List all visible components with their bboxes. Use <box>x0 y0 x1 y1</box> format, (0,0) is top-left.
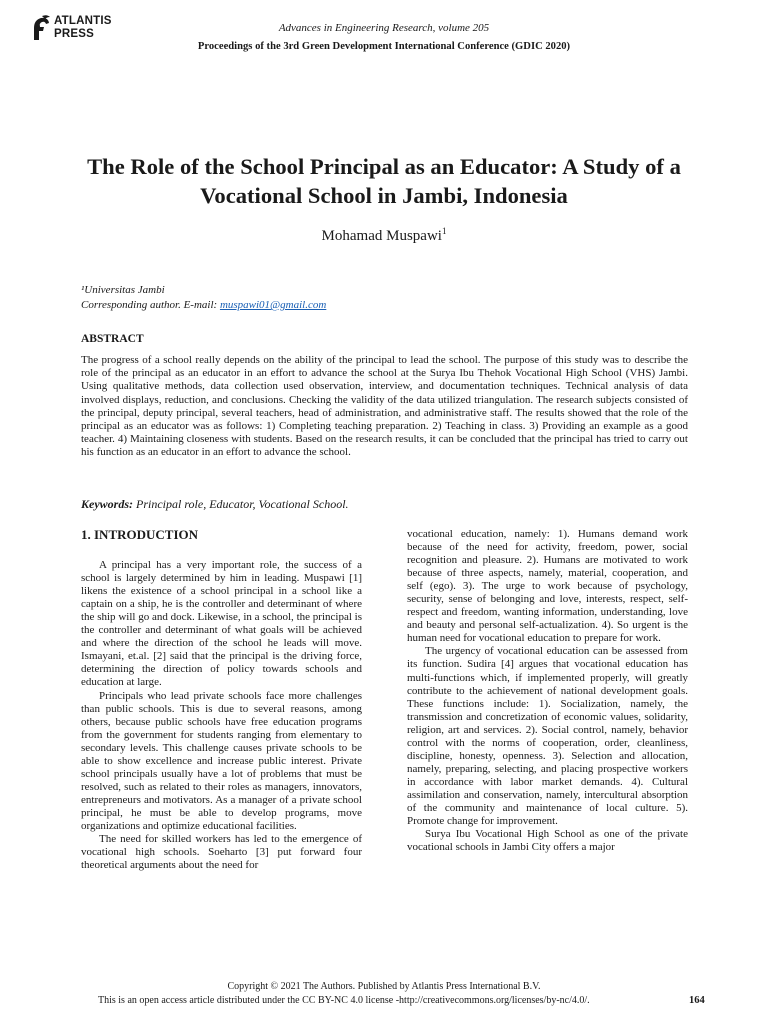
logo-line-2: PRESS <box>54 27 94 40</box>
paragraph: A principal has a very important role, the success of a school is largely determined by him in leading. Muspawi [1] likens the existence of a school principal in a school like a captain on a ship, he is the controller and determinant of where the ship will go and dock. Likewise, in a school, the principal is the controller and determinant of what goals will be achieved and where the direction of the school he leads will move. Ismayani, et.al. [2] said that the principal is the driving force, determining the direction of policy towards schools and education at large. <box>81 559 362 689</box>
logo-line-1: ATLANTIS <box>54 15 112 27</box>
section-heading: 1. INTRODUCTION <box>81 527 199 542</box>
copyright-notice: Copyright © 2021 The Authors. Published by Atlantis Press International B.V. <box>227 981 541 992</box>
keywords-line <box>81 497 349 512</box>
author-name: Mohamad Muspawi <box>321 228 442 244</box>
proceedings-title: Proceedings of the 3rd Green Development International Conference (GDIC 2020) <box>197 41 571 52</box>
license-notice: This is an open access article distributed under the CC BY-NC 4.0 license -http://creativecommons.org/licenses/by-nc/4.0/. <box>98 995 590 1006</box>
page-number: 164 <box>689 995 705 1006</box>
corresponding-author <box>81 298 326 313</box>
right-column <box>407 528 688 854</box>
left-column <box>81 528 362 872</box>
author-affiliation-marker: 1 <box>441 226 447 236</box>
abstract-text: The progress of a school really depends on the ability of the principal to lead the school. The purpose of this study was to describe the role of the principal as an educator in an effort to advance the school at the Surya Ibu Thehok Vocational High School (VHS) Jambi. Using qualitative methods, data collection used observation, interview, and documentation techniques. Technical analysis of data involved displays, reduction, and conclusions. Checking the validity of the data utilized triangulation. The research subjects consisted of the principal, deputy principal, several teachers, head of administration, and administrative staff. The results showed that the role of the principal as an educator was as follows: 1) Completing teaching preparation. 2) Teaching in class. 3) Providing an example as a good teacher. 4) Maintaining closeness with students. Based on the research results, it can be concluded that the principal has tried to carry out his function as an educator in an effort to advance the school. <box>81 354 688 459</box>
keywords-list: Principal role, Educator, Vocational School. <box>133 497 349 511</box>
email-link[interactable]: muspawi01@gmail.com <box>219 299 327 311</box>
abstract-heading: ABSTRACT <box>81 333 144 345</box>
paragraph: vocational education, namely: 1). Humans demand work because of the need for activity, freedom, power, social recognition and pleasure. 2). Humans are motivated to work because of three aspects, namely, material, cooperation, and self (ego). 3). The urge to work because of psychology, security, sense of belonging and love, interests, respect, self-respect and freedom, wanting information, understanding, love and beauty and personal self-actualization. 4). So urgent is the human need for vocational education to prepare for work. <box>407 528 688 645</box>
corresponding-label: Corresponding author. E-mail: <box>81 299 220 311</box>
series-title: Advances in Engineering Research, volume 205 <box>278 22 490 34</box>
paper-title: The Role of the School Principal as an Educator: A Study of a Vocational School in Jambi, Indonesia <box>87 154 681 208</box>
paragraph: Principals who lead private schools face more challenges than public schools. This is due to several reasons, among others, because public schools have free education programs from the government for students ranging from elementary to secondary levels. This challenge causes private schools to be able to show excellence and increase public interest. Private school principals usually have a lot of problems that must be resolved, such as related to their roles as managers, innovators, entrepreneurs and motivators. As a manager of a private school principal, he must be able to develop programs, move organizations and optimize educational facilities. <box>81 689 362 832</box>
paragraph: The need for skilled workers has led to the emergence of vocational high schools. Soeharto [3] put forward four theoretical arguments about the need for <box>81 833 362 872</box>
keywords-label: Keywords: <box>81 497 133 511</box>
affiliation: ¹Universitas Jambi <box>81 284 165 296</box>
author-line <box>0 228 768 245</box>
paragraph: The urgency of vocational education can be assessed from its function. Sudira [4] argues that vocational education has multi-functions which, if implemented properly, will greatly contribute to the achievement of national development goals. These functions include: 1). Socialization, namely, the transmission and concretization of economic values, solidarity, religion, art and services. 2). Social control, namely, behavior control with the norms of cooperation, order, cleanliness, discipline, honesty, openness. 3). Selection and allocation, namely, preparing, selecting, and placing prospective workers in accordance with labor market demands. 4). Cultural assimilation and conservation, namely, intercultural absorption of the community and maintenance of local culture. 5). Promote change for improvement. <box>407 645 688 828</box>
affiliation-block <box>81 283 326 313</box>
paragraph: Surya Ibu Vocational High School as one of the private vocational schools in Jambi City offers a major <box>407 828 688 854</box>
